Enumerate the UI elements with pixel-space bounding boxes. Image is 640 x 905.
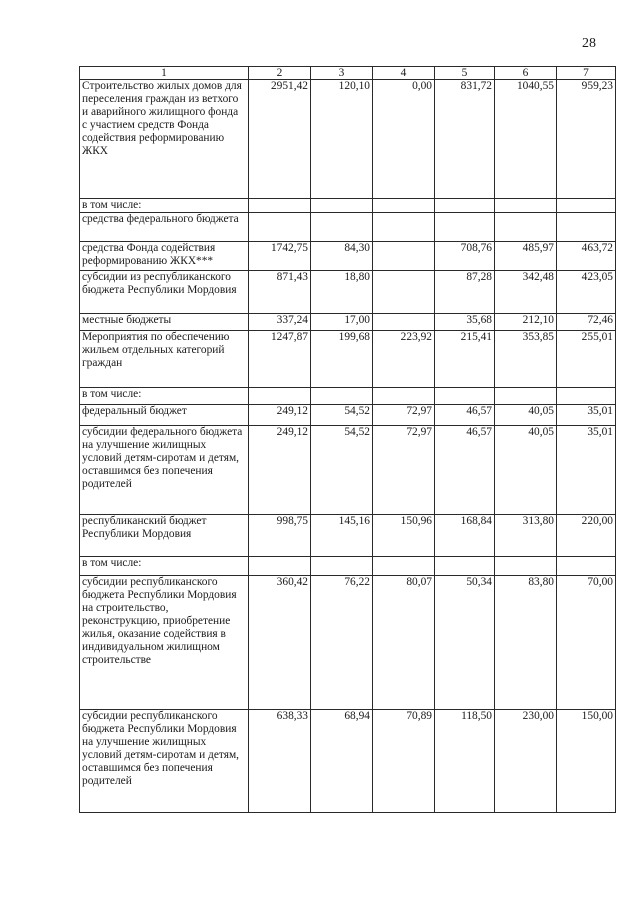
row-value: 337,24 xyxy=(249,314,311,331)
row-value: 120,10 xyxy=(311,80,373,199)
row-label: субсидии республиканского бюджета Республики Мордовия на строительство, реконструкцию, приобретение жилья, оказание содействия в индивидуальном жилищном строительстве xyxy=(80,576,249,710)
row-value: 360,42 xyxy=(249,576,311,710)
row-label: Строительство жилых домов для переселения граждан из ветхого и аварийного жилищного фонда с участием средств Фонда содействия реформированию ЖКХ xyxy=(80,80,249,199)
row-value: 1742,75 xyxy=(249,242,311,271)
table-header-row xyxy=(80,67,616,80)
row-value: 249,12 xyxy=(249,405,311,426)
row-value xyxy=(373,388,435,405)
row-value xyxy=(373,213,435,242)
row-value xyxy=(311,388,373,405)
table-row xyxy=(80,271,616,314)
row-value xyxy=(249,199,311,213)
row-value: 35,01 xyxy=(557,405,616,426)
row-value: 72,46 xyxy=(557,314,616,331)
row-value: 70,89 xyxy=(373,710,435,813)
table-row xyxy=(80,426,616,515)
table-row xyxy=(80,388,616,405)
row-value xyxy=(249,213,311,242)
row-value xyxy=(435,199,495,213)
row-value: 1247,87 xyxy=(249,331,311,388)
row-value: 485,97 xyxy=(495,242,557,271)
row-value xyxy=(373,199,435,213)
row-value: 255,01 xyxy=(557,331,616,388)
row-value: 638,33 xyxy=(249,710,311,813)
row-value xyxy=(495,199,557,213)
row-label: федеральный бюджет xyxy=(80,405,249,426)
row-value xyxy=(557,388,616,405)
row-label: средства федерального бюджета xyxy=(80,213,249,242)
row-value: 40,05 xyxy=(495,405,557,426)
row-value: 83,80 xyxy=(495,576,557,710)
row-label: средства Фонда содействия реформированию ЖКХ*** xyxy=(80,242,249,271)
row-value: 54,52 xyxy=(311,426,373,515)
row-value xyxy=(249,557,311,576)
row-label: республиканский бюджет Республики Мордовия xyxy=(80,515,249,557)
row-value: 0,00 xyxy=(373,80,435,199)
row-value: 87,28 xyxy=(435,271,495,314)
row-label: в том числе: xyxy=(80,388,249,405)
row-value: 313,80 xyxy=(495,515,557,557)
table-row xyxy=(80,80,616,199)
row-value: 50,34 xyxy=(435,576,495,710)
row-label: в том числе: xyxy=(80,199,249,213)
row-label: субсидии республиканского бюджета Республики Мордовия на улучшение жилищных условий детям-сиротам и детям, оставшимся без попечения родителей xyxy=(80,710,249,813)
row-value: 46,57 xyxy=(435,426,495,515)
row-value: 35,01 xyxy=(557,426,616,515)
row-value: 35,68 xyxy=(435,314,495,331)
column-header-6: 6 xyxy=(495,67,557,80)
row-value xyxy=(495,213,557,242)
table-row xyxy=(80,314,616,331)
row-value: 215,41 xyxy=(435,331,495,388)
row-value: 80,07 xyxy=(373,576,435,710)
table-row xyxy=(80,331,616,388)
row-value: 46,57 xyxy=(435,405,495,426)
row-value: 423,05 xyxy=(557,271,616,314)
row-value xyxy=(435,557,495,576)
row-label: местные бюджеты xyxy=(80,314,249,331)
row-value: 199,68 xyxy=(311,331,373,388)
row-value xyxy=(249,388,311,405)
row-value: 831,72 xyxy=(435,80,495,199)
row-label: в том числе: xyxy=(80,557,249,576)
column-header-7: 7 xyxy=(557,67,616,80)
row-value: 72,97 xyxy=(373,405,435,426)
row-value xyxy=(373,314,435,331)
row-value xyxy=(311,199,373,213)
row-value: 249,12 xyxy=(249,426,311,515)
row-value: 40,05 xyxy=(495,426,557,515)
table-row xyxy=(80,557,616,576)
table-row xyxy=(80,199,616,213)
row-value: 168,84 xyxy=(435,515,495,557)
row-value: 998,75 xyxy=(249,515,311,557)
row-value: 150,96 xyxy=(373,515,435,557)
row-label: Мероприятия по обеспечению жильем отдельных категорий граждан xyxy=(80,331,249,388)
row-value: 223,92 xyxy=(373,331,435,388)
row-value: 212,10 xyxy=(495,314,557,331)
column-header-5: 5 xyxy=(435,67,495,80)
row-value: 145,16 xyxy=(311,515,373,557)
row-value: 871,43 xyxy=(249,271,311,314)
row-value: 76,22 xyxy=(311,576,373,710)
row-value: 2951,42 xyxy=(249,80,311,199)
row-value: 54,52 xyxy=(311,405,373,426)
row-value: 230,00 xyxy=(495,710,557,813)
row-value: 959,23 xyxy=(557,80,616,199)
row-value: 70,00 xyxy=(557,576,616,710)
column-header-3: 3 xyxy=(311,67,373,80)
row-value: 220,00 xyxy=(557,515,616,557)
row-value: 463,72 xyxy=(557,242,616,271)
page-number: 28 xyxy=(582,36,596,51)
column-header-1: 1 xyxy=(80,67,249,80)
row-value: 1040,55 xyxy=(495,80,557,199)
table-row xyxy=(80,405,616,426)
row-value: 353,85 xyxy=(495,331,557,388)
row-value xyxy=(495,557,557,576)
row-value: 118,50 xyxy=(435,710,495,813)
row-value xyxy=(311,213,373,242)
row-value xyxy=(373,242,435,271)
row-value xyxy=(373,271,435,314)
row-value xyxy=(311,557,373,576)
table-row xyxy=(80,515,616,557)
row-value xyxy=(435,388,495,405)
row-value: 708,76 xyxy=(435,242,495,271)
row-value xyxy=(373,557,435,576)
column-header-4: 4 xyxy=(373,67,435,80)
table-row xyxy=(80,242,616,271)
row-value xyxy=(435,213,495,242)
row-value: 150,00 xyxy=(557,710,616,813)
row-value xyxy=(557,199,616,213)
row-value xyxy=(557,213,616,242)
table-row xyxy=(80,710,616,813)
row-value xyxy=(495,388,557,405)
row-label: субсидии федерального бюджета на улучшение жилищных условий детям-сиротам и детям, оставшимся без попечения родителей xyxy=(80,426,249,515)
row-value: 68,94 xyxy=(311,710,373,813)
row-value: 342,48 xyxy=(495,271,557,314)
column-header-2: 2 xyxy=(249,67,311,80)
table-row xyxy=(80,576,616,710)
row-value: 17,00 xyxy=(311,314,373,331)
row-label: субсидии из республиканского бюджета Республики Мордовия xyxy=(80,271,249,314)
row-value xyxy=(557,557,616,576)
table-row xyxy=(80,213,616,242)
row-value: 18,80 xyxy=(311,271,373,314)
budget-table xyxy=(79,66,616,813)
row-value: 84,30 xyxy=(311,242,373,271)
row-value: 72,97 xyxy=(373,426,435,515)
